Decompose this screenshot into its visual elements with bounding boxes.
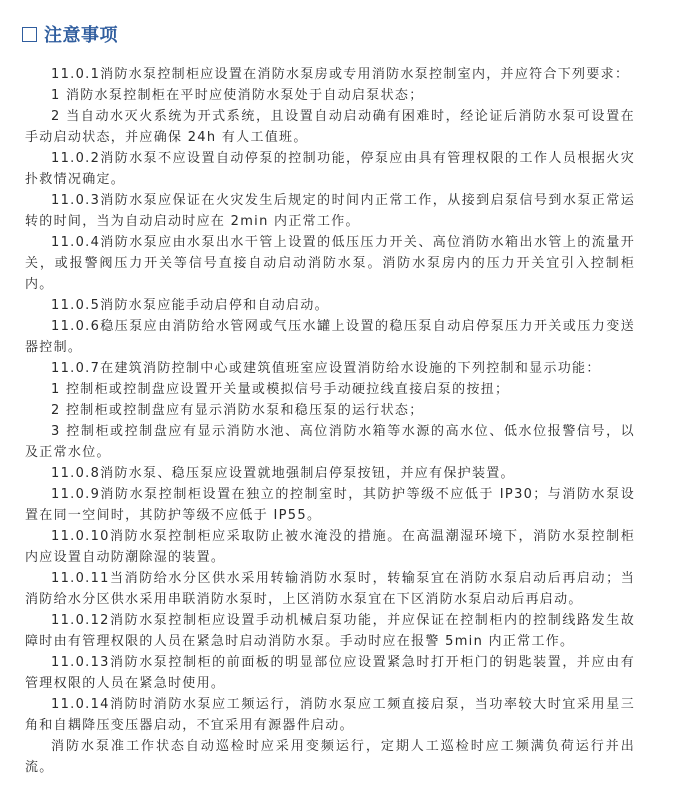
section-title: 注意事项 [44, 25, 118, 46]
paragraph-11-0-9: 11.0.9消防水泵控制柜设置在独立的控制室时，其防护等级不应低于 IP30；与消防水泵设置在同一空间时，其防护等级不应低于 IP55。 [25, 487, 635, 523]
paragraph-11-0-3: 11.0.3消防水泵应保证在火灾发生后规定的时间内正常工作，从接到启泵信号到水泵正常运转的时间，当为自动启动时应在 2min 内正常工作。 [25, 193, 635, 229]
paragraph-11-0-6: 11.0.6稳压泵应由消防给水管网或气压水罐上设置的稳压泵自动启停泵压力开关或压力变送器控制。 [25, 319, 635, 355]
paragraph-item-3: 3 控制柜或控制盘应有显示消防水池、高位消防水箱等水源的高水位、低水位报警信号，以及正常水位。 [25, 424, 635, 460]
paragraph-11-0-8: 11.0.8消防水泵、稳压泵应设置就地强制启停泵按钮，并应有保护装置。 [51, 466, 515, 481]
paragraph-11-0-14: 11.0.14消防时消防水泵应工频运行，消防水泵应工频直接启泵，当功率较大时宜采用星三角和自耦降压变压器启动，不宜采用有源器件启动。 [25, 697, 635, 733]
paragraph-item-1: 1 消防水泵控制柜在平时应使消防水泵处于自动启泵状态； [51, 88, 424, 103]
paragraph-11-0-10: 11.0.10消防水泵控制柜应采取防止被水淹没的措施。在高温潮湿环境下，消防水泵控制柜内应设置自动防潮除湿的装置。 [25, 529, 635, 565]
paragraph-11-0-12: 11.0.12消防水泵控制柜应设置手动机械启泵功能，并应保证在控制柜内的控制线路发生故障时由有管理权限的人员在紧急时启动消防水泵。手动时应在报警 5min 内正常工作。 [25, 613, 635, 649]
square-icon [22, 27, 37, 42]
document-body [25, 64, 635, 778]
paragraph-11-0-13: 11.0.13消防水泵控制柜的前面板的明显部位应设置紧急时打开柜门的钥匙装置，并应由有管理权限的人员在紧急时使用。 [25, 655, 635, 691]
paragraph-item-2: 2 控制柜或控制盘应有显示消防水泵和稳压泵的运行状态； [51, 403, 424, 418]
paragraph-11-0-7: 11.0.7在建筑消防控制中心或建筑值班室应设置消防给水设施的下列控制和显示功能： [51, 361, 601, 376]
paragraph-11-0-2: 11.0.2消防水泵不应设置自动停泵的控制功能，停泵应由具有管理权限的工作人员根据火灾扑救情况确定。 [25, 151, 635, 187]
paragraph-11-0-11: 11.0.11当消防给水分区供水采用转输消防水泵时，转输泵宜在消防水泵启动后再启动；当消防给水分区供水采用串联消防水泵时，上区消防水泵宜在下区消防水泵启动后再启动。 [25, 571, 635, 607]
paragraph-11-0-1: 11.0.1消防水泵控制柜应设置在消防水泵房或专用消防水泵控制室内，并应符合下列要求： [51, 67, 630, 82]
paragraph-closing: 消防水泵准工作状态自动巡检时应采用变频运行，定期人工巡检时应工频满负荷运行并出流。 [25, 739, 635, 775]
paragraph-item-1: 1 控制柜或控制盘应设置开关量或模拟信号手动硬拉线直接启泵的按扭； [51, 382, 510, 397]
section-header [22, 22, 118, 46]
paragraph-item-2: 2 当自动水灭火系统为开式系统，且设置自动启动确有困难时，经论证后消防水泵可设置在手动启动状态，并应确保 24h 有人工值班。 [25, 109, 635, 145]
paragraph-11-0-5: 11.0.5消防水泵应能手动启停和自动启动。 [51, 298, 329, 313]
paragraph-11-0-4: 11.0.4消防水泵应由水泵出水干管上设置的低压压力开关、高位消防水箱出水管上的流量开关，或报警阀压力开关等信号直接自动启动消防水泵。消防水泵房内的压力开关宜引入控制柜内。 [25, 235, 635, 292]
